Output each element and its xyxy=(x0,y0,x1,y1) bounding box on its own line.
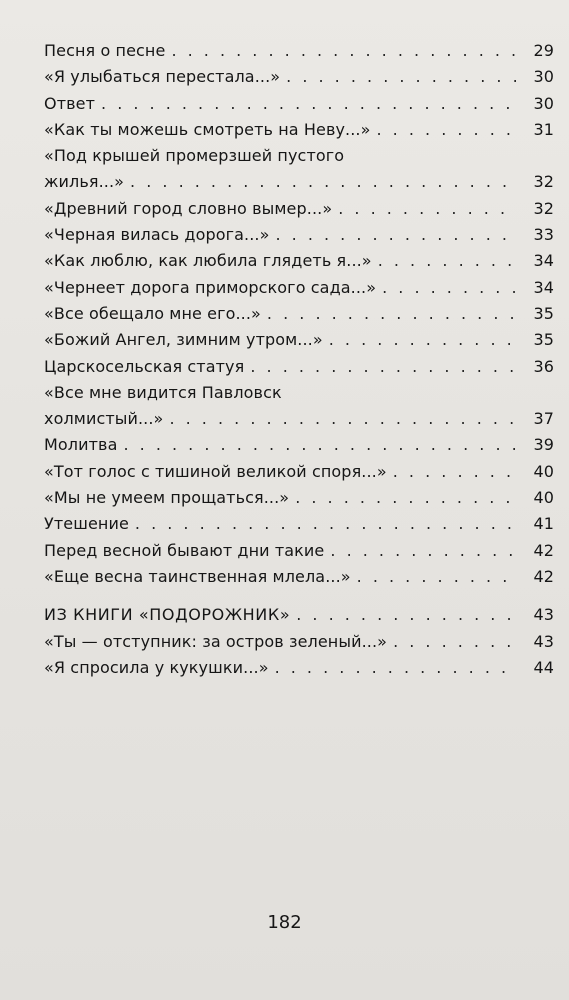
dot-leader xyxy=(135,511,516,537)
toc-entry xyxy=(44,196,554,222)
toc-entry xyxy=(44,538,554,564)
toc-entry-page: 32 xyxy=(533,172,554,192)
toc-entry-title: Утешение xyxy=(44,514,129,534)
toc-entry-page: 43 xyxy=(533,631,554,651)
toc-entry xyxy=(44,222,554,248)
dot-leader xyxy=(338,196,516,222)
toc-entry-page: 30 xyxy=(533,67,554,87)
toc-entry-page: 33 xyxy=(533,225,554,245)
toc-entry-title: «Как люблю, как любила глядеть я...» xyxy=(44,251,372,271)
toc-entry-page: 43 xyxy=(533,605,554,625)
toc-entry xyxy=(44,459,554,485)
toc-entry xyxy=(44,629,554,655)
dot-leader xyxy=(267,301,516,327)
dot-leader xyxy=(275,655,516,681)
toc-entry-page: 31 xyxy=(533,119,554,139)
toc-entry-title: Царскосельская статуя xyxy=(44,356,245,376)
toc-entry xyxy=(44,38,554,64)
toc-entry-title: Молитва xyxy=(44,435,118,455)
dot-leader xyxy=(250,354,516,380)
toc-entry-page: 32 xyxy=(533,198,554,218)
dot-leader xyxy=(393,459,516,485)
page-number: 182 xyxy=(267,912,302,933)
toc-entry xyxy=(44,327,554,353)
toc-entry-title: «Чернеет дорога приморского сада...» xyxy=(44,277,377,297)
toc-entry xyxy=(44,117,554,143)
toc-entry xyxy=(44,432,554,458)
toc-entry-title: «Я спросила у кукушки...» xyxy=(44,657,269,677)
toc-entry-title: Перед весной бывают дни такие xyxy=(44,540,325,560)
section-gap xyxy=(44,590,554,602)
dot-leader xyxy=(171,38,516,64)
toc-entry-title-line-2: холмистый...» xyxy=(44,409,164,429)
table-of-contents xyxy=(44,38,554,681)
toc-entry xyxy=(44,275,554,301)
toc-entry-page: 29 xyxy=(533,41,554,60)
toc-entry-page: 35 xyxy=(533,330,554,350)
toc-entry xyxy=(44,64,554,90)
dot-leader xyxy=(393,629,516,655)
toc-entry-page: 42 xyxy=(533,540,554,560)
toc-entry-title: Песня о песне xyxy=(44,41,166,60)
toc-entry-title: «Все обещало мне его...» xyxy=(44,303,261,323)
dot-leader xyxy=(357,564,516,590)
toc-entry-title: «Я улыбаться перестала...» xyxy=(44,67,281,87)
toc-entry xyxy=(44,91,554,117)
toc-entry-title: «Еще весна таинственная млела...» xyxy=(44,566,351,586)
dot-leader xyxy=(296,602,516,628)
toc-entry xyxy=(44,380,554,433)
toc-entry-page: 42 xyxy=(533,566,554,586)
dot-leader xyxy=(329,327,516,353)
dot-leader xyxy=(382,275,516,301)
toc-entry xyxy=(44,485,554,511)
toc-entry-title: «Мы не умеем прощаться...» xyxy=(44,488,290,508)
toc-entry-page: 30 xyxy=(533,93,554,113)
dot-leader xyxy=(275,222,516,248)
dot-leader xyxy=(130,169,516,195)
toc-entry-title: «Черная вилась дорога...» xyxy=(44,225,270,245)
toc-entry-title-line-1: «Под крышей промерзшей пустого xyxy=(44,146,345,166)
toc-entry-title-line-2: жилья...» xyxy=(44,172,125,192)
dot-leader xyxy=(330,538,516,564)
toc-entry-title: «Ты — отступник: за остров зеленый...» xyxy=(44,631,388,651)
toc-section-title: ИЗ КНИГИ «ПОДОРОЖНИК» xyxy=(44,605,291,625)
dot-leader xyxy=(169,406,516,432)
dot-leader xyxy=(377,117,517,143)
toc-entry-page: 39 xyxy=(533,435,554,455)
toc-entry-page: 34 xyxy=(533,251,554,271)
toc-entry-title: «Как ты можешь смотреть на Неву...» xyxy=(44,119,371,139)
toc-entry-page: 35 xyxy=(533,303,554,323)
toc-entry xyxy=(44,143,554,196)
dot-leader xyxy=(378,248,516,274)
dot-leader xyxy=(101,91,516,117)
toc-entry xyxy=(44,354,554,380)
toc-entry-page: 37 xyxy=(533,409,554,429)
toc-entry-page: 36 xyxy=(533,356,554,376)
toc-entry-title: «Тот голос с тишиной великой споря...» xyxy=(44,461,387,481)
toc-entry-page: 40 xyxy=(533,488,554,508)
toc-section-heading xyxy=(44,602,554,628)
toc-entry xyxy=(44,511,554,537)
toc-entry-page: 40 xyxy=(533,461,554,481)
toc-entry-page: 41 xyxy=(533,514,554,534)
toc-entry xyxy=(44,655,554,681)
toc-entry xyxy=(44,564,554,590)
toc-entry-page: 44 xyxy=(533,657,554,677)
dot-leader xyxy=(295,485,516,511)
toc-entry-title: Ответ xyxy=(44,93,96,113)
toc-entry xyxy=(44,301,554,327)
dot-leader xyxy=(286,64,516,90)
toc-entry-title-line-1: «Все мне видится Павловск xyxy=(44,382,282,402)
dot-leader xyxy=(123,432,516,458)
toc-entry-page: 34 xyxy=(533,277,554,297)
toc-entry-title: «Божий Ангел, зимним утром...» xyxy=(44,330,323,350)
toc-entry xyxy=(44,248,554,274)
toc-entry-title: «Древний город словно вымер...» xyxy=(44,198,333,218)
